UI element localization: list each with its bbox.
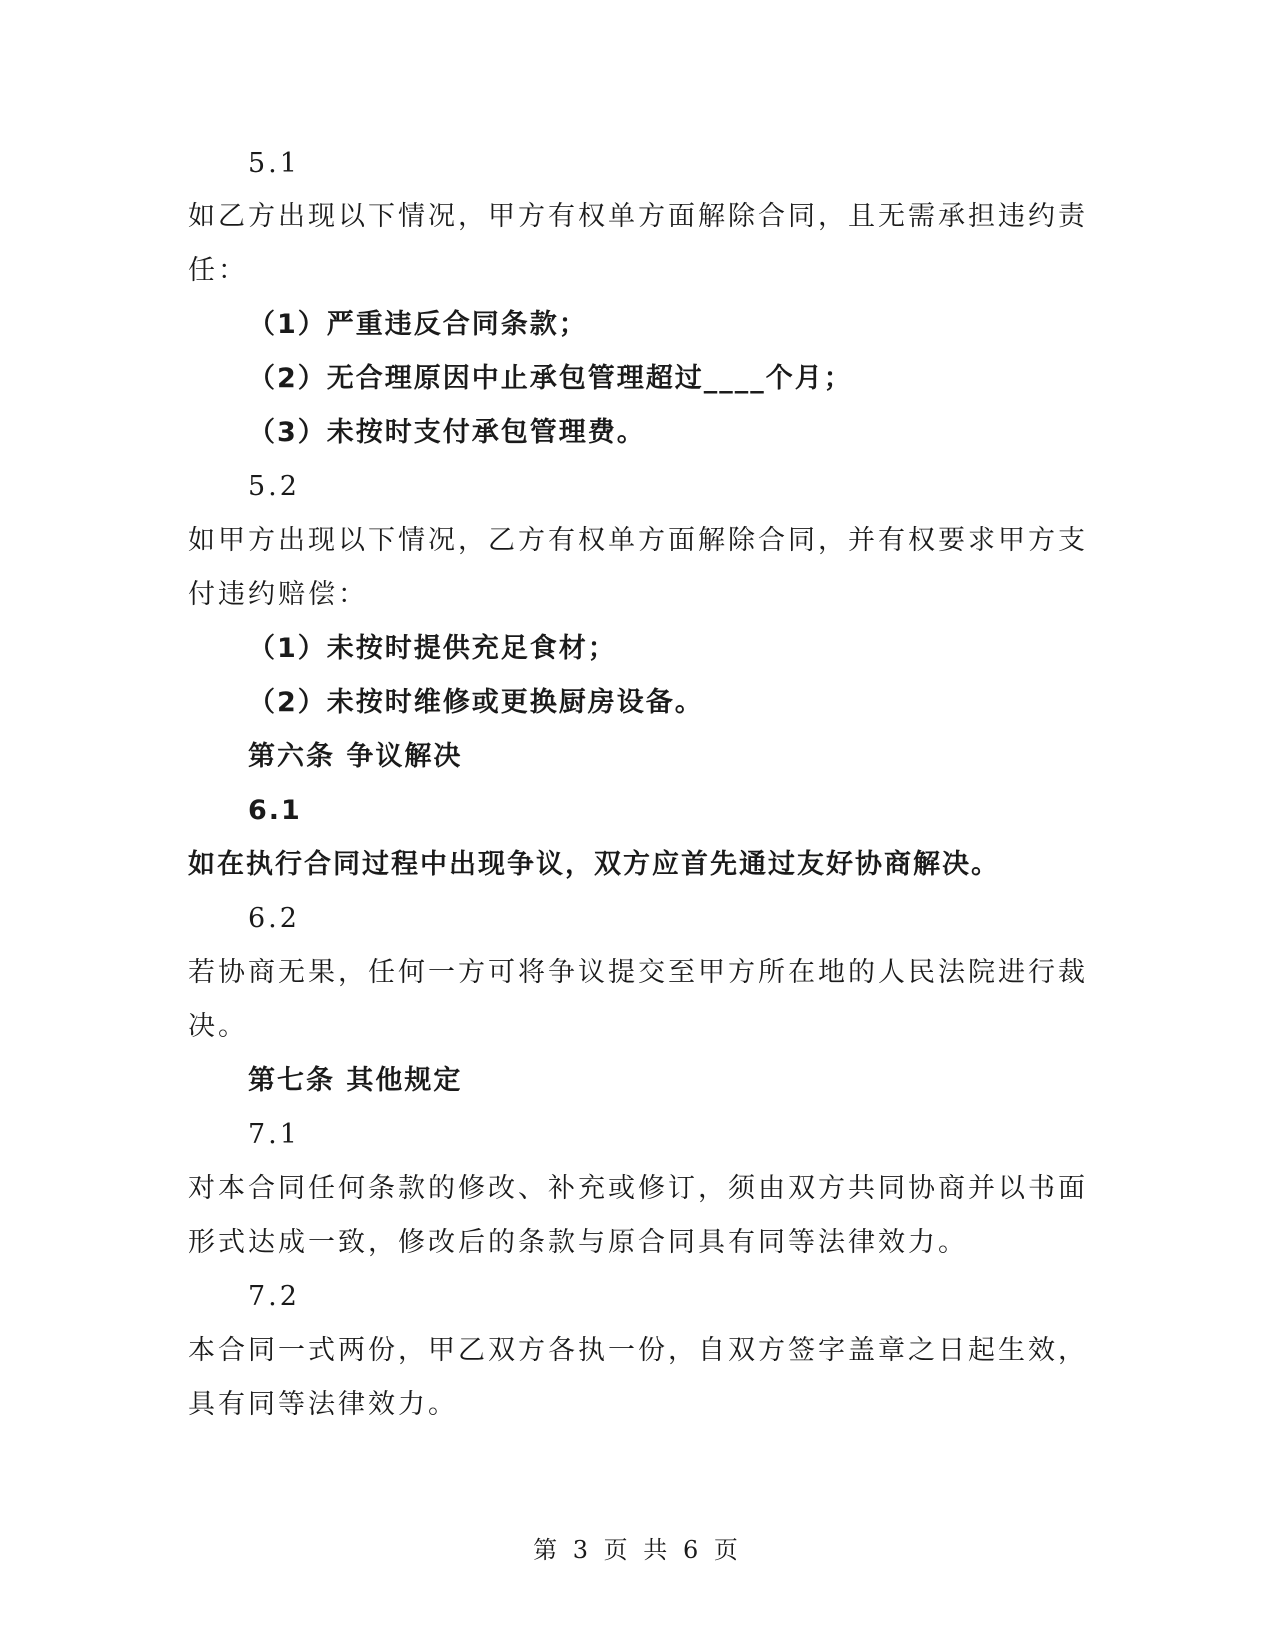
article-6-heading: 第六条 争议解决 (248, 741, 463, 772)
article-7-heading: 第七条 其他规定 (248, 1065, 463, 1096)
section-7-2-paragraph: 本合同一式两份，甲乙双方各执一份，自双方签字盖章之日起生效， (188, 1335, 1088, 1366)
section-7-2-number: 7.2 (248, 1281, 300, 1312)
list-item: （2）无合理原因中止承包管理超过____个月； (248, 363, 853, 394)
section-6-1-paragraph: 如在执行合同过程中出现争议，双方应首先通过友好协商解决。 (188, 849, 1000, 880)
list-item: （3）未按时支付承包管理费。 (248, 417, 646, 448)
page-number-footer: 第 3 页 共 6 页 (533, 1536, 742, 1564)
section-7-2-paragraph-continued: 具有同等法律效力。 (188, 1389, 458, 1420)
section-7-1-paragraph-continued: 形式达成一致，修改后的条款与原合同具有同等法律效力。 (188, 1227, 968, 1258)
section-5-1-paragraph-continued: 任： (188, 255, 248, 286)
section-6-1-number: 6.1 (248, 795, 302, 826)
list-item: （1）未按时提供充足食材； (248, 633, 617, 664)
section-6-2-paragraph-continued: 决。 (188, 1011, 248, 1042)
section-7-1-paragraph: 对本合同任何条款的修改、补充或修订，须由双方共同协商并以书面 (188, 1173, 1088, 1204)
section-6-2-paragraph: 若协商无果，任何一方可将争议提交至甲方所在地的人民法院进行裁 (188, 957, 1088, 988)
section-5-2-paragraph: 如甲方出现以下情况，乙方有权单方面解除合同，并有权要求甲方支 (188, 525, 1088, 556)
section-6-2-number: 6.2 (248, 903, 300, 934)
section-5-2-number: 5.2 (248, 471, 300, 502)
section-5-1-number: 5.1 (248, 148, 300, 179)
list-item: （1）严重违反合同条款； (248, 309, 588, 340)
section-5-1-paragraph: 如乙方出现以下情况，甲方有权单方面解除合同，且无需承担违约责 (188, 201, 1088, 232)
list-item: （2）未按时维修或更换厨房设备。 (248, 687, 704, 718)
section-7-1-number: 7.1 (248, 1119, 300, 1150)
section-5-2-paragraph-continued: 付违约赔偿： (188, 579, 368, 610)
